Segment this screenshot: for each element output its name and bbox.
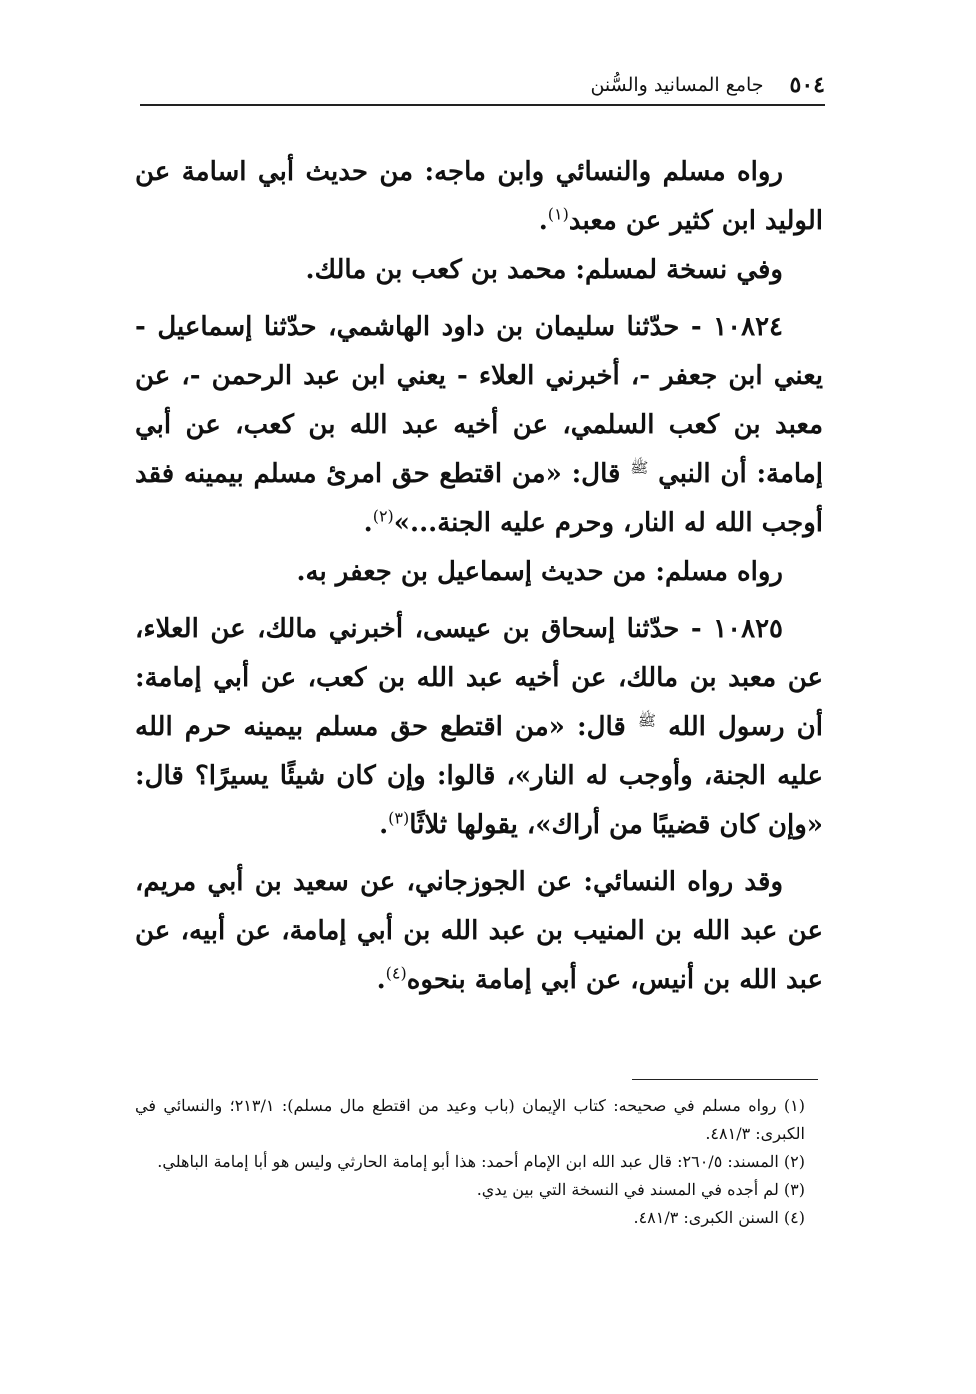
footnote-divider	[632, 1079, 818, 1080]
paragraph-4: رواه مسلم: من حديث إسماعيل بن جعفر به.	[296, 557, 783, 587]
paragraph-6-text: وقد رواه النسائي: عن الجوزجاني، عن سعيد بن أبي مريم، عن عبد الله بن المنيب بن عبد الله بن أبي إمامة، عن أبيه، عن عبد الله بن أنيس، عن أبي إمامة بنحوه	[135, 867, 823, 995]
paragraph-6: وقد رواه النسائي: عن الجوزجاني، عن سعيد بن أبي مريم، عن عبد الله بن المنيب بن عبد الله بن أبي إمامة، عن أبيه، عن عبد الله بن أنيس، عن أبي إمامة بنحوه$^{(٤)}$.	[135, 867, 823, 995]
paragraph-2: وفي نسخة لمسلم: محمد بن كعب بن مالك.	[305, 255, 783, 285]
page-number: ٥٠٤	[789, 72, 825, 98]
hadith-10825-isnad: ١٠٨٢٥ - حدّثنا إسحاق بن عيسى، أخبرني مالك، عن العلاء، عن معبد بن مالك، عن أخيه عبد الله بن كعب، عن أبي إمامة: أن رسول الله	[135, 614, 823, 742]
hadith-10824-isnad: ١٠٨٢٤ - حدّثنا سليمان بن داود الهاشمي، حدّثنا إسماعيل - يعني ابن جعفر -، أخبرني العلاء - يعني ابن عبد الرحمن -، عن معبد بن كعب السلمي، عن أخيه عبد الله بن كعب، عن أبي إمامة: أن النبي	[135, 312, 823, 489]
salutation-mark: ﷺ	[637, 711, 657, 730]
footnotes	[135, 1092, 823, 1232]
salutation-mark: ﷺ	[630, 458, 649, 477]
running-title: جامع المسانيد والسُّنن	[590, 74, 764, 96]
footnote-ref-1: (١)	[547, 204, 569, 224]
main-text	[135, 148, 823, 1005]
footnote-ref-4: (٤)	[385, 963, 407, 983]
footnote-1: (١) رواه مسلم في صحيحه: كتاب الإيمان (باب وعيد من اقتطع مال مسلم): ٢١٣/١؛ والنسائي في الكبرى: ٤٨١/٣.	[135, 1096, 806, 1143]
footnote-ref-3: (٣)	[388, 808, 410, 828]
paragraph-1: رواه مسلم والنسائي وابن ماجه: من حديث أبي اسامة عن الوليد ابن كثير عن معبد$^{(١)}$.	[135, 157, 823, 236]
paragraph-1-text: رواه مسلم والنسائي وابن ماجه: من حديث أبي اسامة عن الوليد ابن كثير عن معبد	[135, 157, 823, 236]
hadith-10824: ١٠٨٢٤ - حدّثنا سليمان بن داود الهاشمي، حدّثنا إسماعيل - يعني ابن جعفر -، أخبرني العلاء - يعني ابن عبد الرحمن -، عن معبد بن كعب السلمي، عن أخيه عبد الله بن كعب، عن أبي إمامة: أن النبي $^ﷺ$ قال: «من اقتطع حق امرئ مسلم بيمينه فقد أوجب الله له النار، وحرم عليه الجنة...»$^{(٢)}$.	[135, 312, 823, 538]
hadith-10824-matn: قال: «من اقتطع حق امرئ مسلم بيمينه فقد أوجب الله له النار، وحرم عليه الجنة...»	[135, 459, 823, 538]
hadith-10825: ١٠٨٢٥ - حدّثنا إسحاق بن عيسى، أخبرني مالك، عن العلاء، عن معبد بن مالك، عن أخيه عبد الله بن كعب، عن أبي إمامة: أن رسول الله $^ﷺ$ قال: «من اقتطع حق مسلم بيمينه حرم الله عليه الجنة، وأوجب له النار»، قالوا: وإن كان شيئًا يسيرًا؟ قال: «وإن كان قضيبًا من أراك»، يقولها ثلاثًا$^{(٣)}$.	[135, 614, 823, 840]
footnote-3: (٣) لم أجده في المسند في النسخة التي بين يدي.	[476, 1180, 805, 1199]
page-header	[140, 58, 825, 106]
footnote-2: (٢) المسند: ٢٦٠/٥: قال عبد الله ابن الإمام أحمد: هذا أبو إمامة الحارثي وليس هو أبا إمامة الباهلي.	[157, 1152, 805, 1171]
hadith-10825-matn: قال: «من اقتطع حق مسلم بيمينه حرم الله عليه الجنة، وأوجب له النار»، قالوا: وإن كان شيئًا يسيرًا؟ قال: «وإن كان قضيبًا من أراك»، يقولها ثلاثًا	[135, 712, 823, 840]
footnote-ref-2: (٢)	[372, 506, 394, 526]
footnote-4: (٤) السنن الكبرى: ٤٨١/٣.	[633, 1208, 805, 1227]
